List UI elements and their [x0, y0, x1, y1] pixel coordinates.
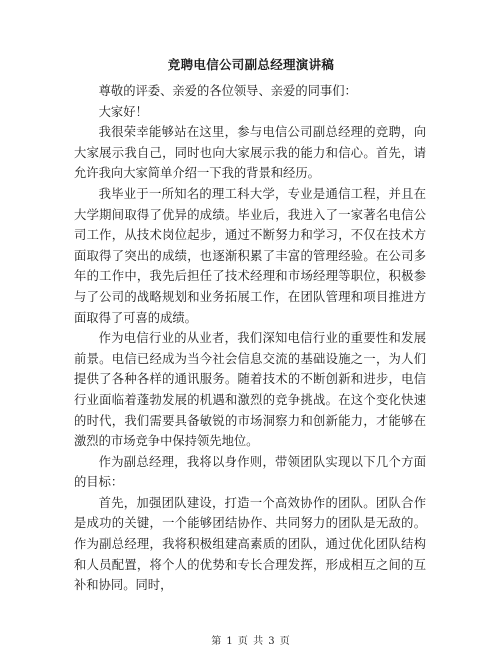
paragraph-background: 我毕业于一所知名的理工科大学，专业是通信工程，并且在大学期间取得了优异的成绩。毕业后，我进入了一家著名电信公司工作，从技术岗位起步，通过不断努力和学习，不仅在技术方面取得了突出的成绩，也逐渐积累了丰富的管理经验。在公司多年的工作中，我先后担任了技术经理和市场经理等职位，积极参与了公司的战略规划和业务拓展工作，在团队管理和项目推进方面取得了可喜的成绩。	[74, 186, 426, 325]
salutation: 尊敬的评委、亲爱的各位领导、亲爱的同事们：	[98, 84, 357, 98]
document-title: 竞聘电信公司副总经理演讲稿	[167, 57, 335, 72]
paragraph-team-building: 首先，加强团队建设，打造一个高效协作的团队。团队合作是成功的关键，一个能够团结协作、共同努力的团队是无敌的。作为副总经理，我将积极组建高素质的团队，通过优化团队结构和人员配置，将个人的优势和专长合理发挥，形成相互之间的互补和协同。同时，	[74, 495, 426, 593]
paragraph-industry: 作为电信行业的从业者，我们深知电信行业的重要性和发展前景。电信已经成为当今社会信息交流的基础设施之一，为人们提供了各种各样的通讯服务。随着技术的不断创新和进步，电信行业面临着蓬勃发展的机遇和激烈的竞争挑战。在这个变化快速的时代，我们需要具备敏锐的市场洞察力和创新能力，才能够在激烈的市场竞争中保持领先地位。	[74, 331, 426, 449]
paragraph-goals-intro: 作为副总经理，我将以身作则，带领团队实现以下几个方面的目标：	[74, 454, 426, 490]
document-body	[74, 81, 426, 596]
paragraph-introduction: 我很荣幸能够站在这里，参与电信公司副总经理的竞聘，向大家展示我自己，同时也向大家展示我的能力和信心。首先，请允许我向大家简单介绍一下我的背景和经历。	[74, 125, 426, 181]
page-footer: 第 1 页 共 3 页	[211, 636, 291, 647]
greeting: 大家好！	[98, 104, 148, 119]
